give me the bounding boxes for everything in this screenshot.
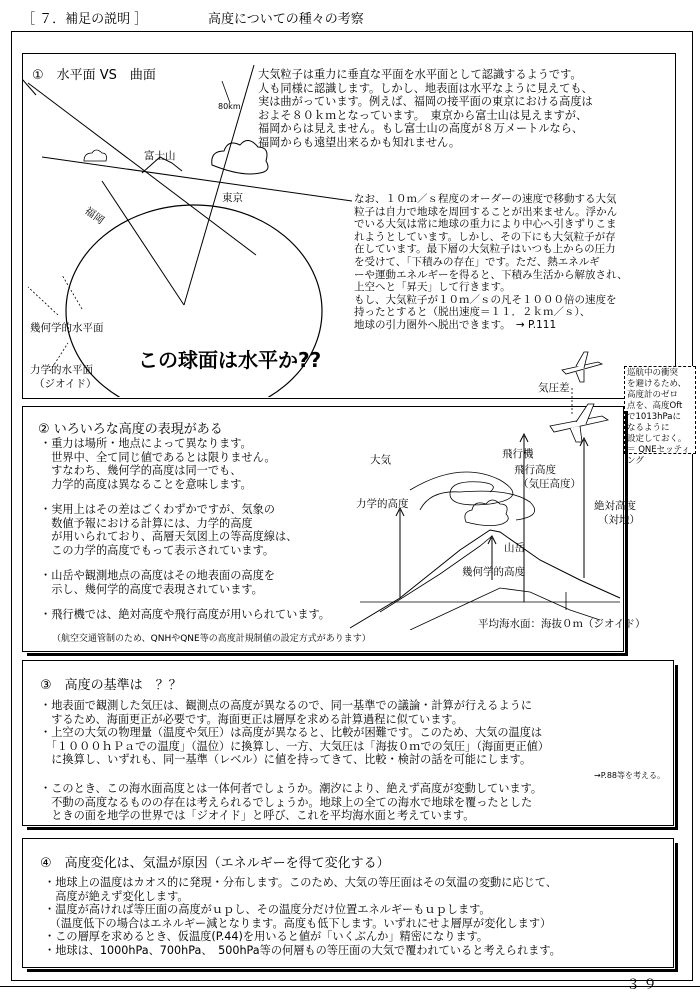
label-absolute-alt-sub: （対地） [598, 514, 640, 526]
section4-title: ④ 高度変化は、気温が原因（エネルギーを得て変化する） [40, 856, 390, 871]
label-msl: 平均海水面：海抜０ｍ（ジオイド） [478, 618, 646, 630]
label-geometric-plane: 幾何学的水平面 [30, 322, 104, 334]
tokyo-radius [184, 65, 254, 305]
label-tokyo: 東京 [222, 192, 243, 204]
section2-bullets: ・重力は場所・地点によって異なります。 世界中、全て同じ値であるとは限りません。 すなわち、幾何学的高度は同一でも、 力学的高度は異なることを意味します。 ・実用上はその差はごくわずかですが、気象の 数値予報における計算には、力学的高度 が用いられており、高層天気図上の等高度線は、 この力学的高度でもって表示されています。 ・山岳や観測地点の高度はその地表面の高度を 示し、幾何学的高度で表現されています。 ・飛行機では、絶対高度や飛行高度が用いられています。 [40, 437, 330, 621]
label-flight-alt: 飛行高度 [514, 464, 556, 476]
page-number: ３９ [626, 977, 660, 993]
section2-title: ② いろいろな高度の表現がある [38, 422, 223, 437]
label-fukuoka: 福岡 [82, 204, 107, 227]
label-pressure-diff: 気圧差 [538, 382, 570, 394]
qne-note-box: 巡航中の衝突 を避けるため、 高度計のゼロ 点を、高度Oft で1013hPaに なるように 設定しておく。 ＝ QNEセッティング [624, 366, 696, 454]
altitude-diagram [340, 340, 630, 630]
page-header [22, 8, 364, 27]
label-atmosphere: 大気 [370, 454, 391, 466]
section3-title: ③ 高度の基準は ？？ [40, 678, 182, 693]
label-fuji: 富士山 [144, 150, 176, 162]
label-dynamic-plane: 力学的水平面 [30, 364, 93, 376]
swirl-cloud [410, 472, 513, 505]
header-title: ［ ７．補足の説明 ］ [22, 12, 148, 27]
label-airplane: 飛行機 [502, 448, 534, 460]
label-absolute-alt: 絶対高度 [594, 500, 636, 512]
label-mountain: 山岳 [504, 542, 525, 554]
airplane-top-icon [562, 352, 602, 382]
airplane-mid-icon [550, 404, 608, 442]
section4-lines: ・地球上の温度はカオス的に発現・分布します。このため、大気の等圧面はその気温の変動に応じて、 高度が絶えず変化します。 ・温度が高ければ等圧面の高度がｕｐし、その温度分だけ位置エネルギーもｕｐします。 （温度低下の場合はエネルギー減となります。高度も低下します。いずれにせよ層厚が変化します） ・この層厚を求めるとき、仮温度(P.44)を用いると値が「いくぶんか」精密になります。 ・地球は、1000hPa、700hPa、 500hPa等の何層もの等圧面の大気で覆われていると考えられます。 [44, 876, 561, 957]
section1-title: ① 水平面 VS 曲面 [32, 68, 156, 83]
label-80km: 80km [218, 102, 241, 111]
big-question: この球面は水平か?? [138, 348, 322, 372]
label-flight-alt-sub: （気圧高度） [518, 478, 581, 490]
section1-paragraph1: 大気粒子は重力に垂直な平面を水平面として認識するようです。 人も同様に認識します。しかし、地表面は水平なように見えても、 実は曲がっています。例えば、福岡の接平面の東京における高度は およそ８０ｋｍとなっています。 東京から富士山は見えますが、 福岡からは見えません。もし富士山の高度が８万メートルなら、 福岡からも遠望出来るかも知れません。 [258, 68, 593, 149]
label-geoid: （ジオイド） [34, 378, 97, 390]
fukuoka-radius [102, 181, 184, 305]
cloud-2 [84, 150, 107, 161]
section3-ref: →P.88等を考える。 [594, 771, 666, 780]
section2-small-note: （航空交通管制のため、QNHやQNE等の高度計規制値の設定方式があります） [52, 634, 371, 644]
header-subtitle: 高度についての種々の考察 [208, 12, 364, 27]
section3-lines: ・地表面で観測した気圧は、観測点の高度が異なるので、同一基準での議論・計算が行えるように するため、海面更正が必要です。海面更正は層厚を求める計算過程に似ています。 ・上空の大気の物理量（温度や気圧）は高度が異なると、比較が困難です。このため、大気の温度は 「１０００ｈＰａでの温度」（温位）に換算し、一方、大気圧は「海抜０ｍでの気圧」（海面更正値） に換算し、いずれも、同一基準（レベル）に値を持ってきて、比較・検討の話を可能にします。 [40, 699, 550, 766]
footer-rule [0, 986, 700, 987]
tokyo-tangent-line [42, 157, 352, 201]
label-geometric-alt: 幾何学的高度 [462, 566, 525, 578]
section1-paragraph2: なお、１０ｍ／ｓ程度のオーダーの速度で移動する大気 粒子は自力で地球を周回することが出来ません。浮かん でいる大気は常に地球の重力により中心へ引きずりこま れようとしています。しかし、その下にも大気粒子が存 在しています。最下層の大気粒子はいつも上からの圧力 を受けて、「下積みの存在」です。ただ、熱エネルギ ーや運動エネルギーを得ると、下積み生活から解放され、 上空へと「昇天」して行きます。 もし、大気粒子が１０ｍ／ｓの凡そ１０００倍の速度を 持ったとすると（脱出速度＝１１．２ｋｍ／ｓ）、 地球の引力圏外へ脱出できます。 → P.111 [354, 193, 628, 331]
label-dynamic-alt: 力学的高度 [356, 498, 409, 510]
section3-lines2: ・このとき、この海水面高度とは一体何者でしょうか。潮汐により、絶えず高度が変動しています。 不動の高度なるものの存在は考えられるでしょうか。地球上の全ての海水で地球を覆ったとした ときの面を地学の世界では「ジオイド」と呼び、これを平均海水面と考えています。 [40, 782, 543, 822]
